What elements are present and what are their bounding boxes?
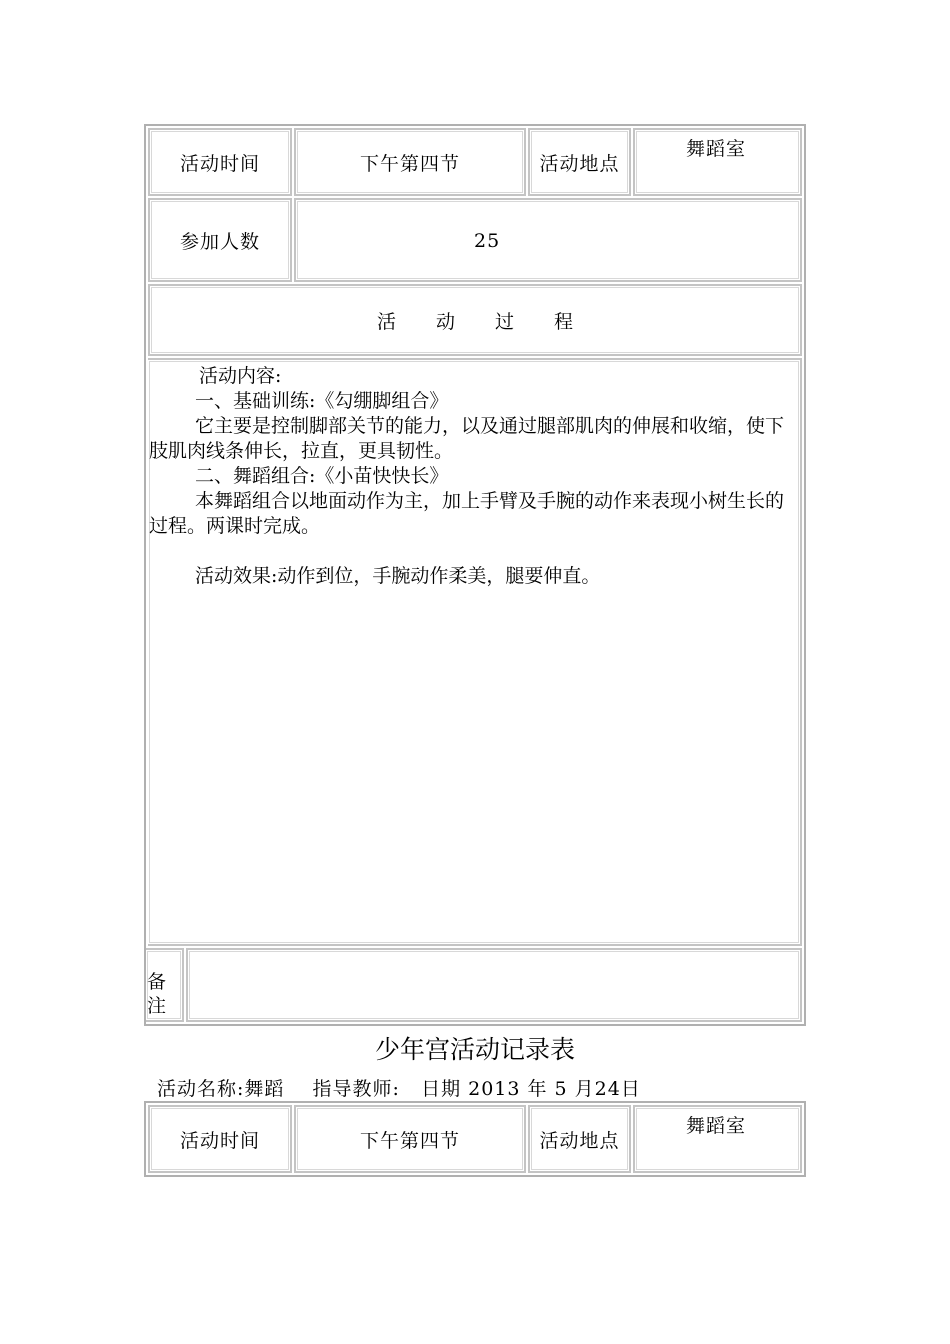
content-item-2-desc: 本舞蹈组合以地面动作为主，加上手臂及手腕的动作来表现小树生长的过程。两课时完成。 <box>149 490 785 537</box>
count-value: 25 <box>474 230 501 252</box>
time-value-2: 下午第四节 <box>359 1129 460 1152</box>
place-label-cell-2 <box>528 1105 631 1173</box>
remark-label: 备 注 <box>147 971 167 1017</box>
place-value-2: 舞蹈室 <box>686 1115 747 1137</box>
place-label-2: 活动地点 <box>539 1129 620 1152</box>
time-label-cell <box>148 128 292 196</box>
process-heading-cell <box>148 284 802 356</box>
page-title: 少年宫活动记录表 <box>374 1035 575 1064</box>
time-value: 下午第四节 <box>359 152 460 175</box>
count-label: 参加人数 <box>179 230 260 253</box>
place-value-cell <box>633 128 802 196</box>
place-value: 舞蹈室 <box>686 138 747 160</box>
activity-meta: 活动名称:舞蹈 指导教师: 日期 2013 年 5 月24日 <box>157 1078 641 1100</box>
content-effect: 活动效果:动作到位，手腕动作柔美，腿要伸直。 <box>195 565 601 587</box>
remark-label-cell <box>146 948 184 1022</box>
place-label-cell <box>528 128 631 196</box>
time-label-cell-2 <box>148 1105 292 1173</box>
time-value-cell-2 <box>294 1105 526 1173</box>
time-label: 活动时间 <box>179 152 260 175</box>
time-label-2: 活动时间 <box>179 1129 260 1152</box>
content-item-1: 一、基础训练:《勾绷脚组合》 <box>195 390 449 412</box>
time-value-cell <box>294 128 526 196</box>
activity-content <box>149 364 801 589</box>
place-value-cell-2 <box>633 1105 802 1173</box>
content-item-1-desc: 它主要是控制脚部关节的能力，以及通过腿部肌肉的伸展和收缩，使下肢肌肉线条伸长，拉直，更具韧性。 <box>149 415 785 462</box>
count-label-cell <box>148 198 292 282</box>
spacer <box>149 539 801 564</box>
count-value-cell <box>294 198 802 282</box>
place-label: 活动地点 <box>539 152 620 175</box>
process-heading: 活 动 过 程 <box>376 310 574 333</box>
remark-value-cell <box>186 948 802 1022</box>
content-heading: 活动内容: <box>199 365 282 387</box>
content-item-2: 二、舞蹈组合:《小苗快快长》 <box>195 465 449 487</box>
